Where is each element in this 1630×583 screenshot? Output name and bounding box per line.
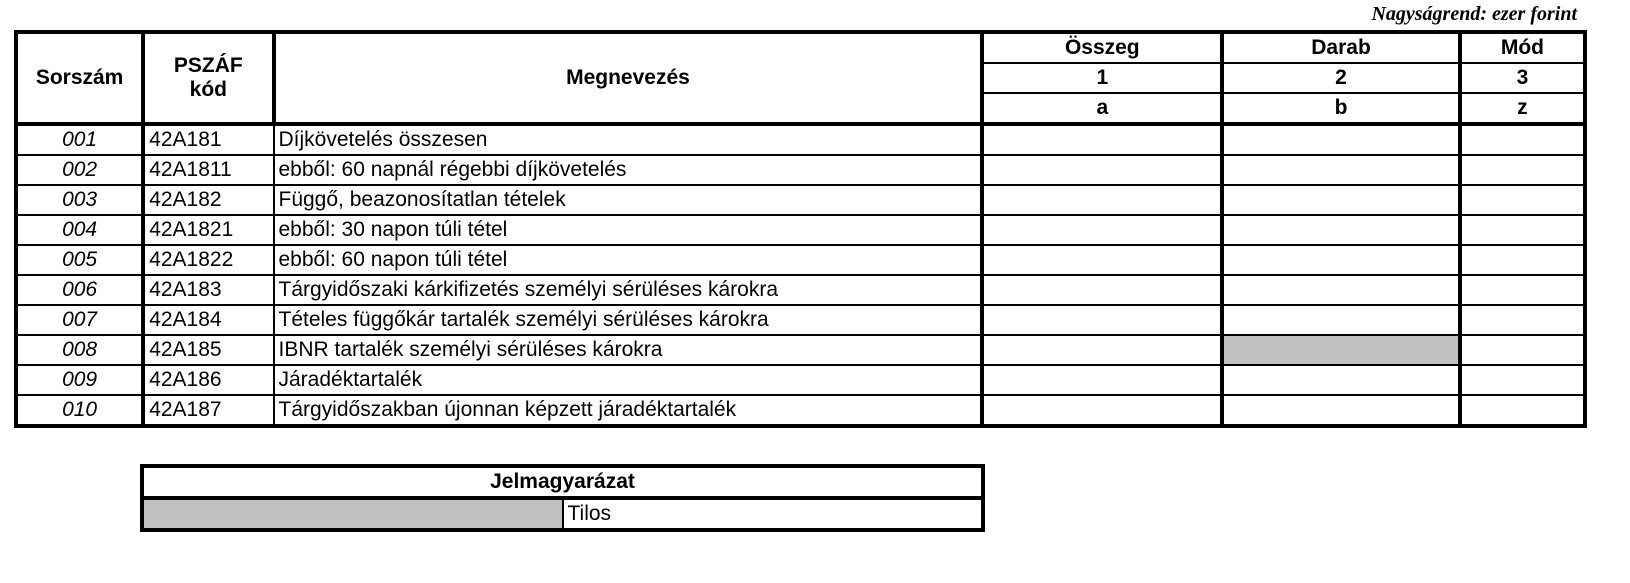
table-row [16, 275, 1585, 305]
row-name: Járadéktartalék [274, 365, 983, 395]
row-seq: 006 [16, 275, 143, 305]
row-seq: 008 [16, 335, 143, 365]
row-name: Tárgyidőszakban újonnan képzett járadéktartalék [274, 395, 983, 426]
row-name: IBNR tartalék személyi sérüléses károkra [274, 335, 983, 365]
row-name: Tételes függőkár tartalék személyi sérüléses károkra [274, 305, 983, 335]
cell-amount[interactable] [982, 395, 1222, 426]
report-table [14, 30, 1587, 428]
row-code: 42A181 [143, 124, 273, 155]
row-code: 42A187 [143, 395, 273, 426]
table-row [16, 185, 1585, 215]
cell-count[interactable] [1222, 275, 1460, 305]
row-seq: 009 [16, 365, 143, 395]
cell-amount[interactable] [982, 335, 1222, 365]
table-row [16, 395, 1585, 426]
cell-count[interactable] [1222, 245, 1460, 275]
header-col3-title: Mód [1460, 32, 1585, 63]
cell-count[interactable] [1222, 395, 1460, 426]
cell-count[interactable] [1222, 365, 1460, 395]
legend-label-forbidden: Tilos [563, 498, 984, 530]
legend-title: Jelmagyarázat [142, 466, 983, 498]
header-col1-num: 1 [982, 63, 1222, 93]
cell-count[interactable] [1222, 155, 1460, 185]
header-seq: Sorszám [16, 32, 143, 124]
table-row [16, 124, 1585, 155]
row-seq: 001 [16, 124, 143, 155]
cell-count-forbidden [1222, 335, 1460, 365]
row-name: Függő, beazonosítatlan tételek [274, 185, 983, 215]
table-row [16, 245, 1585, 275]
cell-mode[interactable] [1460, 245, 1585, 275]
cell-count[interactable] [1222, 305, 1460, 335]
row-code: 42A1822 [143, 245, 273, 275]
row-code: 42A184 [143, 305, 273, 335]
row-seq: 005 [16, 245, 143, 275]
cell-count[interactable] [1222, 215, 1460, 245]
table-row [16, 305, 1585, 335]
cell-amount[interactable] [982, 275, 1222, 305]
cell-amount[interactable] [982, 155, 1222, 185]
row-seq: 007 [16, 305, 143, 335]
header-col2-letter: b [1222, 93, 1460, 124]
row-seq: 002 [16, 155, 143, 185]
header-col2-title: Darab [1222, 32, 1460, 63]
cell-amount[interactable] [982, 305, 1222, 335]
row-name: ebből: 60 napon túli tétel [274, 245, 983, 275]
header-col2-num: 2 [1222, 63, 1460, 93]
table-row [16, 155, 1585, 185]
legend-table [140, 464, 985, 532]
cell-count[interactable] [1222, 185, 1460, 215]
cell-count[interactable] [1222, 124, 1460, 155]
row-seq: 003 [16, 185, 143, 215]
cell-mode[interactable] [1460, 335, 1585, 365]
row-seq: 004 [16, 215, 143, 245]
cell-mode[interactable] [1460, 155, 1585, 185]
row-seq: 010 [16, 395, 143, 426]
header-code: PSZÁF kód [143, 32, 273, 124]
cell-mode[interactable] [1460, 305, 1585, 335]
cell-mode[interactable] [1460, 215, 1585, 245]
legend-swatch-forbidden [142, 498, 563, 530]
unit-note: Nagyságrend: ezer forint [1371, 3, 1577, 25]
row-code: 42A1821 [143, 215, 273, 245]
header-col1-title: Összeg [982, 32, 1222, 63]
cell-mode[interactable] [1460, 365, 1585, 395]
row-code: 42A183 [143, 275, 273, 305]
row-name: ebből: 30 napon túli tétel [274, 215, 983, 245]
cell-mode[interactable] [1460, 124, 1585, 155]
cell-amount[interactable] [982, 185, 1222, 215]
cell-mode[interactable] [1460, 395, 1585, 426]
row-code: 42A182 [143, 185, 273, 215]
header-col3-num: 3 [1460, 63, 1585, 93]
header-name: Megnevezés [274, 32, 983, 124]
row-name: Tárgyidőszaki kárkifizetés személyi sérüléses károkra [274, 275, 983, 305]
table-row [16, 365, 1585, 395]
cell-mode[interactable] [1460, 275, 1585, 305]
row-code: 42A1811 [143, 155, 273, 185]
cell-amount[interactable] [982, 215, 1222, 245]
table-row [16, 215, 1585, 245]
cell-amount[interactable] [982, 245, 1222, 275]
table-row [16, 335, 1585, 365]
cell-amount[interactable] [982, 365, 1222, 395]
row-name: Díjkövetelés összesen [274, 124, 983, 155]
cell-amount[interactable] [982, 124, 1222, 155]
header-col3-letter: z [1460, 93, 1585, 124]
row-name: ebből: 60 napnál régebbi díjkövetelés [274, 155, 983, 185]
cell-mode[interactable] [1460, 185, 1585, 215]
row-code: 42A185 [143, 335, 273, 365]
row-code: 42A186 [143, 365, 273, 395]
header-col1-letter: a [982, 93, 1222, 124]
